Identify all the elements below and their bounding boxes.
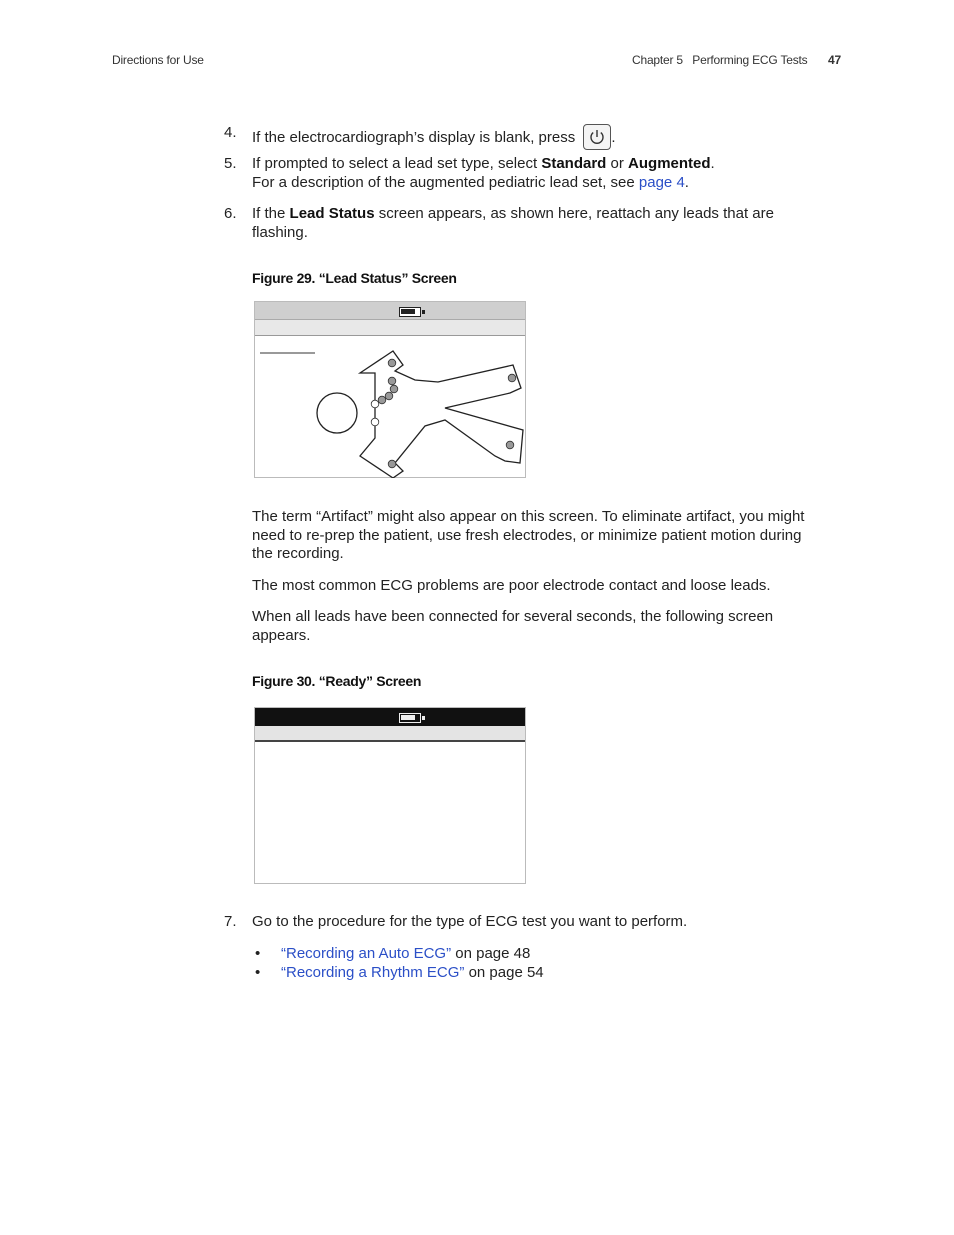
- step-4-label: If the electrocardiograph’s display is blank, press: [252, 129, 576, 146]
- link-item-1: [281, 944, 530, 963]
- power-icon: [588, 128, 606, 146]
- step-5-number: 5.: [224, 155, 237, 172]
- step-7-number: 7.: [224, 913, 237, 930]
- artifact-line-1: The term “Artifact” might also appear on this screen. To eliminate artifact, you might: [252, 508, 805, 525]
- screen-topbar: [255, 302, 525, 320]
- connected-line-1: When all leads have been connected for several seconds, the following screen: [252, 608, 774, 625]
- ready-screen-subbar: [255, 726, 525, 742]
- step-4-number: 4.: [224, 124, 237, 141]
- torso-outline: [360, 351, 523, 478]
- electrode-rl: [388, 460, 396, 468]
- connected-paragraph: [252, 608, 842, 645]
- recording-rhythm-ecg-link[interactable]: “Recording a Rhythm ECG”: [281, 964, 465, 981]
- step-6-pre: If the: [252, 205, 290, 222]
- electrode-v2: [390, 385, 398, 393]
- electrodes: [371, 359, 516, 468]
- step-5-text: [252, 155, 842, 192]
- electrode-ll: [506, 441, 514, 449]
- standard-option: Standard: [541, 155, 607, 172]
- step-5-line2-end: .: [684, 173, 689, 191]
- step-4-end: .: [611, 129, 616, 146]
- power-key: [583, 124, 611, 150]
- step-6-line2: flashing.: [252, 223, 308, 241]
- common-problems-paragraph: The most common ECG problems are poor electrode contact and loose leads.: [252, 577, 771, 594]
- page-4-link[interactable]: page 4: [638, 173, 685, 191]
- artifact-line-3: the recording.: [252, 545, 344, 562]
- page-number: 47: [828, 53, 841, 67]
- running-header-chapter: Chapter 5 Performing ECG Tests: [632, 53, 808, 67]
- battery-icon: [399, 307, 421, 317]
- step-5-post: .: [710, 155, 715, 172]
- figure-30-caption: Figure 30. “Ready” Screen: [252, 673, 422, 689]
- step-5-pre: If prompted to select a lead set type, select: [252, 155, 542, 172]
- artifact-line-2: need to re-prep the patient, use fresh electrodes, or minimize patient motion during: [252, 526, 802, 544]
- artifact-paragraph: [252, 508, 842, 564]
- head-outline: [317, 393, 357, 433]
- step-5-mid: or: [606, 155, 629, 172]
- ready-battery-icon: [399, 713, 421, 723]
- electrode-ra: [388, 359, 396, 367]
- ready-screen: [254, 707, 526, 884]
- step-4-text: [252, 124, 842, 150]
- running-header-left: Directions for Use: [112, 53, 204, 67]
- electrode-v1: [388, 377, 396, 385]
- body-diagram: [255, 338, 525, 478]
- augmented-option: Augmented: [628, 155, 711, 172]
- figure-29-caption: Figure 29. “Lead Status” Screen: [252, 270, 457, 286]
- link-1-suffix: on page 48: [451, 945, 531, 962]
- lead-status-screen: [254, 301, 526, 478]
- lead-status-term: Lead Status: [289, 205, 375, 222]
- step-7-text: Go to the procedure for the type of ECG test you want to perform.: [252, 913, 688, 930]
- screen-subbar: [255, 320, 525, 336]
- ready-screen-topbar: [255, 708, 525, 726]
- electrode-v4: [378, 396, 386, 404]
- connected-line-2: appears.: [252, 626, 311, 644]
- bullet-1: •: [255, 945, 261, 962]
- link-2-suffix: on page 54: [464, 964, 544, 981]
- electrode-v6: [371, 418, 379, 426]
- electrode-v5: [371, 400, 379, 408]
- step-5-line2: For a description of the augmented pediatric lead set, see: [252, 173, 639, 191]
- bullet-2: •: [255, 964, 261, 981]
- electrode-la: [508, 374, 516, 382]
- step-6-number: 6.: [224, 205, 237, 222]
- step-6-line1: screen appears, as shown here, reattach any leads that are: [374, 205, 774, 222]
- link-item-2: [281, 963, 544, 982]
- recording-auto-ecg-link[interactable]: “Recording an Auto ECG”: [281, 945, 452, 962]
- electrode-v3: [385, 392, 393, 400]
- step-6-text: [252, 205, 842, 242]
